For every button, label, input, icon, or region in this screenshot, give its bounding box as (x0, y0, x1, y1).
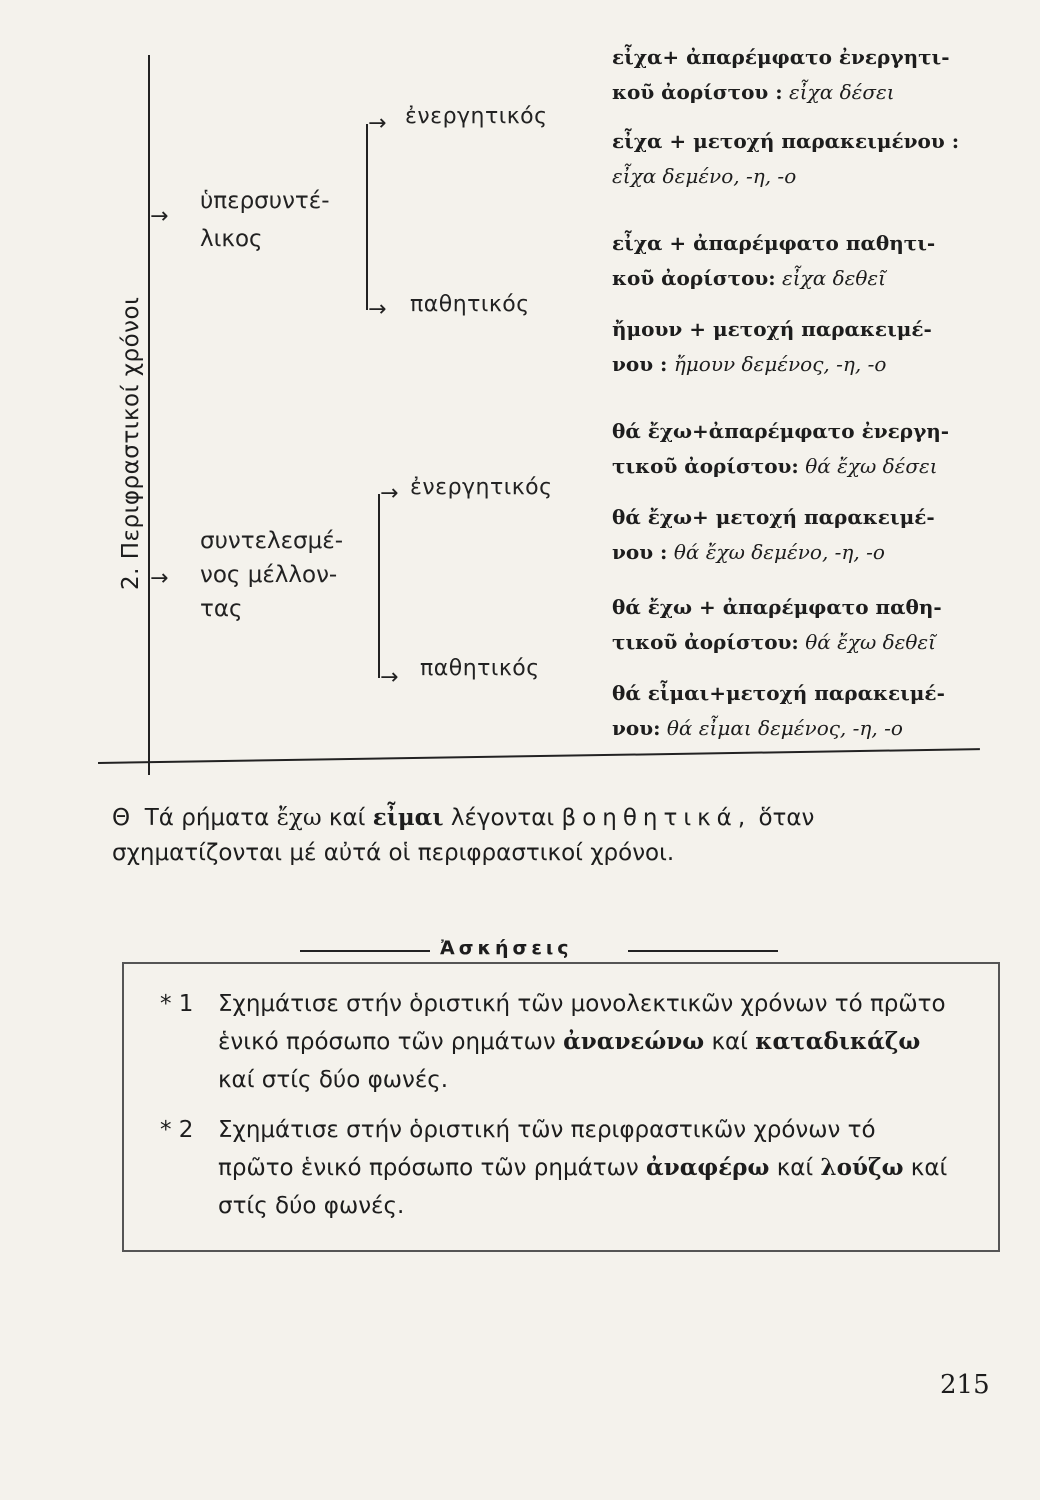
main-vertical-line (148, 55, 150, 775)
table-bottom-divider (98, 748, 980, 764)
voice-label: παθητικός (420, 656, 540, 681)
exercise-text-part: Σχημάτισε στήν ὁριστική τῶν περιφραστικῶν χρόνων τό πρῶτο ἑνικό πρόσωπο τῶν ρημάτων (218, 1117, 876, 1181)
note-verb: ἔχω (276, 805, 322, 831)
exercise-verb: καταδικάζω (755, 1028, 921, 1055)
arrow-icon: → (380, 665, 399, 690)
rule-formula: εἶχα + μετοχή παρακειμένου : (612, 129, 960, 153)
rule-entry (612, 226, 972, 296)
exercises-title: Ἀσκήσεις (440, 937, 573, 959)
branch-vertical-line (378, 494, 380, 678)
arrow-icon: → (150, 566, 169, 591)
exercise-verb: ἀναφέρω (646, 1154, 770, 1181)
rule-formula: θά εἶμαι+μετοχή παρακειμέ- νου: (612, 681, 945, 740)
rule-example: θά ἔχω δέσει (805, 454, 938, 478)
exercise-text-part: καί στίς δύο φωνές. (218, 1155, 948, 1219)
note-keyword: βοηθητικά, (561, 805, 752, 831)
exercises-title-rule-right (628, 950, 778, 952)
tense-label-line: συντελεσμέ- (200, 528, 343, 554)
exercise-number: * 2 (160, 1117, 194, 1143)
arrow-icon: → (368, 111, 387, 136)
arrow-icon: → (150, 204, 169, 229)
rule-entry (612, 124, 972, 194)
rule-entry (612, 312, 972, 382)
voice-label: ἐνεργητικός (405, 104, 548, 129)
page-number: 215 (940, 1370, 990, 1400)
tense-label-line: ὑπερσυντέ- (200, 188, 330, 214)
rule-formula: θά ἔχω + ἀπαρέμφατο παθη- τικοῦ ἀορίστου: (612, 595, 942, 654)
exercise-text-part: καί (711, 1029, 748, 1055)
exercise-text-part: Σχημάτισε στήν ὁριστική τῶν μονολεκτικῶν χρόνων τό πρῶτο ἑνικό πρόσωπο τῶν ρημάτων (218, 991, 946, 1055)
rule-formula: εἶχα+ ἀπαρέμφατο ἐνεργητι- κοῦ ἀορίστου : (612, 45, 950, 104)
exercise-text-part: καί (776, 1155, 814, 1181)
rule-entry (612, 676, 972, 746)
exercise-text (218, 985, 950, 1099)
note-text: Τά ρήματα (144, 805, 270, 831)
rule-example: εἶχα δεθεῖ (782, 266, 886, 290)
rule-entry (612, 414, 972, 484)
rule-example: θά εἶμαι δεμένος, -η, -ο (666, 716, 903, 740)
rule-formula: θά ἔχω+ἀπαρέμφατο ἐνεργη- τικοῦ ἀορίστου: (612, 419, 950, 478)
note-text: λέγονται (450, 805, 555, 831)
rule-entry (612, 590, 972, 660)
note-verb: εἶμαι (372, 804, 444, 831)
exercise-text (218, 1111, 950, 1225)
voice-label: παθητικός (410, 292, 530, 317)
exercise-item (160, 985, 950, 1099)
note-text: καί (328, 805, 366, 831)
arrow-icon: → (380, 481, 399, 506)
tense-label-line: νος μέλλον- (200, 562, 338, 588)
rule-example: εἶχα δέσει (789, 80, 895, 104)
rule-entry (612, 40, 972, 110)
exercise-verb: λούζω (820, 1154, 904, 1181)
tense-label (200, 182, 330, 258)
rule-example: εἶχα δεμένο, -η, -ο (612, 164, 797, 188)
exercise-text-part: καί στίς δύο φωνές. (218, 1067, 449, 1093)
tense-label-line: τας (200, 596, 243, 622)
rule-example: θά ἔχω δεμένο, -η, -ο (673, 540, 885, 564)
tense-label-line: λικος (200, 226, 263, 252)
auxiliary-verbs-note (112, 800, 982, 871)
branch-vertical-line (366, 124, 368, 310)
exercise-verb: ἀνανεώνω (563, 1028, 705, 1055)
rule-formula: θά ἔχω+ μετοχή παρακειμέ- νου : (612, 505, 935, 564)
arrow-icon: → (368, 297, 387, 322)
rule-formula: εἶχα + ἀπαρέμφατο παθητι- κοῦ ἀορίστου: (612, 231, 936, 290)
rule-example: ἤμουν δεμένος, -η, -ο (673, 352, 887, 376)
rule-example: θά ἔχω δεθεῖ (805, 630, 936, 654)
rule-formula: ἤμουν + μετοχή παρακειμέ- νου : (612, 317, 932, 376)
tense-label (200, 524, 343, 626)
exercise-number: * 1 (160, 991, 194, 1017)
note-symbol: Θ (112, 805, 131, 831)
rule-entry (612, 500, 972, 570)
exercises-title-rule-left (300, 950, 430, 952)
exercise-item (160, 1111, 950, 1225)
note-text: ὅταν σχηματίζονται μέ αὐτά οἱ περιφραστικοί χρόνοι. (112, 805, 815, 866)
voice-label: ἐνεργητικός (410, 475, 553, 500)
vertical-section-label: 2. Περιφραστικοί χρόνοι (118, 296, 144, 590)
